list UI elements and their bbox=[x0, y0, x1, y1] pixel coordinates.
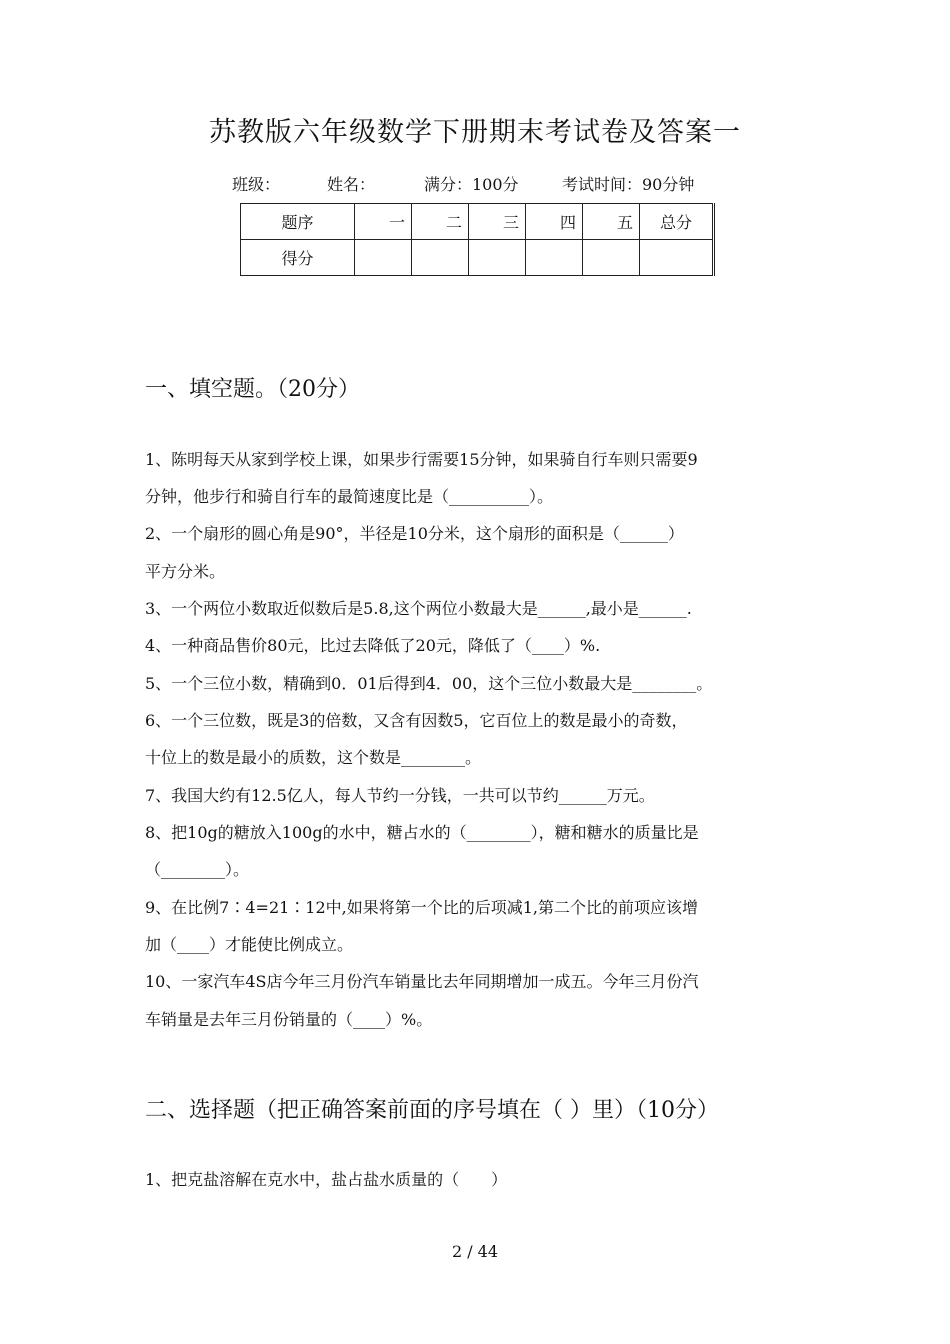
question-line: 分钟，他步行和骑自行车的最简速度比是（__________）。 bbox=[145, 487, 554, 506]
document-title: 苏教版六年级数学下册期末考试卷及答案一 bbox=[209, 117, 741, 148]
score-table-header-row bbox=[241, 204, 714, 240]
full-score: 满分：100分 bbox=[424, 175, 519, 194]
exam-meta bbox=[232, 172, 694, 195]
score-blank-cell bbox=[583, 240, 640, 276]
score-table-score-row bbox=[241, 240, 714, 276]
question-line: 6、一个三位数，既是3的倍数，又含有因数5，它百位上的数是最小的奇数， bbox=[145, 711, 688, 730]
question-line: 1、陈明每天从家到学校上课，如果步行需要15分钟，如果骑自行车则只需要9 bbox=[145, 450, 698, 469]
class-label: 班级： bbox=[232, 175, 281, 194]
section-heading: 一、填空题。（20分） bbox=[145, 377, 360, 402]
question-line: 10、一家汽车4S店今年三月份汽车销量比去年同期增加一成五。今年三月份汽 bbox=[145, 972, 699, 991]
score-blank-cell bbox=[469, 240, 526, 276]
score-header-cell: 总分 bbox=[640, 204, 714, 240]
question-line: 5、一个三位小数，精确到0．01后得到4．00，这个三位小数最大是________。 bbox=[145, 674, 713, 693]
question-line: （________）。 bbox=[145, 860, 250, 879]
question-line: 8、把10g的糖放入100g的水中，糖占水的（________），糖和糖水的质量比是 bbox=[145, 823, 699, 842]
page-number: 2 / 44 bbox=[451, 1242, 499, 1261]
question-line: 2、一个扇形的圆心角是90°，半径是10分米，这个扇形的面积是（______） bbox=[145, 524, 684, 543]
score-header-cell: 二 bbox=[412, 204, 469, 240]
score-header-cell: 五 bbox=[583, 204, 640, 240]
question-line: 3、一个两位小数取近似数后是5.8,这个两位小数最大是______,最小是______. bbox=[145, 599, 692, 618]
name-label: 姓名： bbox=[327, 175, 376, 194]
question-line: 4、一种商品售价80元，比过去降低了20元，降低了（____）%. bbox=[145, 636, 601, 655]
score-table bbox=[240, 203, 715, 276]
exam-time: 考试时间：90分钟 bbox=[562, 175, 695, 194]
score-header-cell: 一 bbox=[355, 204, 412, 240]
question-line: 十位上的数是最小的质数，这个数是________。 bbox=[145, 748, 482, 767]
question-line: 9、在比例7∶4=21∶12中,如果将第一个比的后项减1,第二个比的前项应该增 bbox=[145, 898, 699, 917]
score-blank-cell bbox=[526, 240, 583, 276]
score-blank-cell bbox=[412, 240, 469, 276]
question-line: 平方分米。 bbox=[145, 562, 226, 581]
question-line: 加（____）才能使比例成立。 bbox=[145, 935, 354, 954]
score-row-label: 得分 bbox=[241, 240, 355, 276]
score-blank-cell bbox=[640, 240, 714, 276]
question-line: 1、把克盐溶解在克水中，盐占盐水质量的（ ） bbox=[145, 1170, 508, 1189]
question-line: 车销量是去年三月份销量的（____）%。 bbox=[145, 1010, 433, 1029]
score-header-cell: 三 bbox=[469, 204, 526, 240]
score-header-cell: 四 bbox=[526, 204, 583, 240]
score-blank-cell bbox=[355, 240, 412, 276]
section-heading: 二、选择题（把正确答案前面的序号填在（ ）里）（10分） bbox=[145, 1098, 719, 1123]
question-line: 7、我国大约有12.5亿人，每人节约一分钱，一共可以节约______万元。 bbox=[145, 786, 655, 805]
score-header-cell: 题序 bbox=[241, 204, 355, 240]
